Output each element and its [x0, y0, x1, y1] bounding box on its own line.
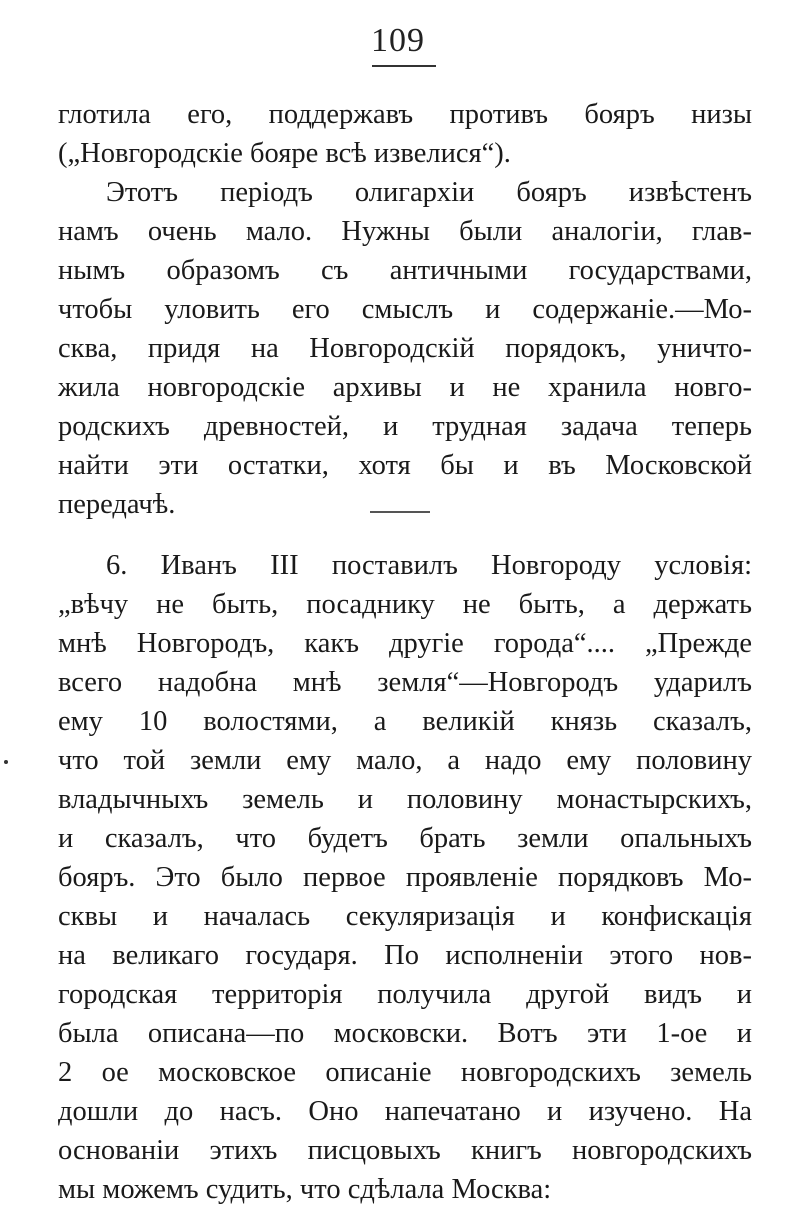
- text-line: всего надобна мнѣ земля“—Новгородъ ударилъ: [58, 667, 752, 698]
- text-line: нымъ образомъ съ античными государствами,: [58, 255, 752, 286]
- text-line: найти эти остатки, хотя бы и въ Московской: [58, 450, 752, 481]
- text-line: на великаго государя. По исполненіи этого нов-: [58, 940, 752, 971]
- text-line: мнѣ Новгородъ, какъ другіе города“.... „Прежде: [58, 628, 752, 659]
- paragraph-1: [58, 95, 752, 524]
- page-number: 109: [371, 22, 425, 59]
- text-line: и сказалъ, что будетъ брать земли опальныхъ: [58, 823, 752, 854]
- text-line: что той земли ему мало, а надо ему половину: [58, 745, 752, 776]
- text-line: („Новгородскіе бояре всѣ извелися“).: [58, 138, 511, 169]
- text-line: владычныхъ земель и половину монастырскихъ,: [58, 784, 752, 815]
- text-line: жила новгородскіе архивы и не хранила новго-: [58, 372, 752, 403]
- text-line: чтобы уловить его смыслъ и содержаніе.—Мо-: [58, 294, 752, 325]
- text-line: была описана—по московски. Вотъ эти 1-ое и: [58, 1018, 752, 1049]
- text-line: сквы и началась секуляризація и конфискація: [58, 901, 752, 932]
- text-line: Этотъ періодъ олигархіи бояръ извѣстенъ: [106, 177, 752, 208]
- text-line: ему 10 волостями, а великій князь сказалъ,: [58, 706, 752, 737]
- paragraph-2: [58, 546, 752, 1209]
- margin-mark: [4, 760, 8, 764]
- text-line: 6. Иванъ III поставилъ Новгороду условія:: [106, 550, 752, 581]
- text-line: городская территорія получила другой видъ и: [58, 979, 752, 1010]
- text-line: основаніи этихъ писцовыхъ книгъ новгородскихъ: [58, 1135, 752, 1166]
- text-line: родскихъ древностей, и трудная задача теперь: [58, 411, 752, 442]
- section-divider: [370, 511, 430, 513]
- text-line: дошли до насъ. Оно напечатано и изучено. На: [58, 1096, 752, 1127]
- text-line: 2 ое московское описаніе новгородскихъ земель: [58, 1057, 752, 1088]
- page-number-rule: [372, 65, 436, 67]
- text-line: сква, придя на Новгородскій порядокъ, уничто-: [58, 333, 752, 364]
- text-line: „вѣчу не быть, посаднику не быть, а держать: [58, 589, 752, 620]
- text-line: глотила его, поддержавъ противъ бояръ низы: [58, 99, 752, 130]
- text-line: передачѣ.: [58, 489, 176, 520]
- text-line: намъ очень мало. Нужны были аналогіи, глав-: [58, 216, 752, 247]
- text-line: мы можемъ судить, что сдѣлала Москва:: [58, 1174, 552, 1205]
- text-line: бояръ. Это было первое проявленіе порядковъ Мо-: [58, 862, 752, 893]
